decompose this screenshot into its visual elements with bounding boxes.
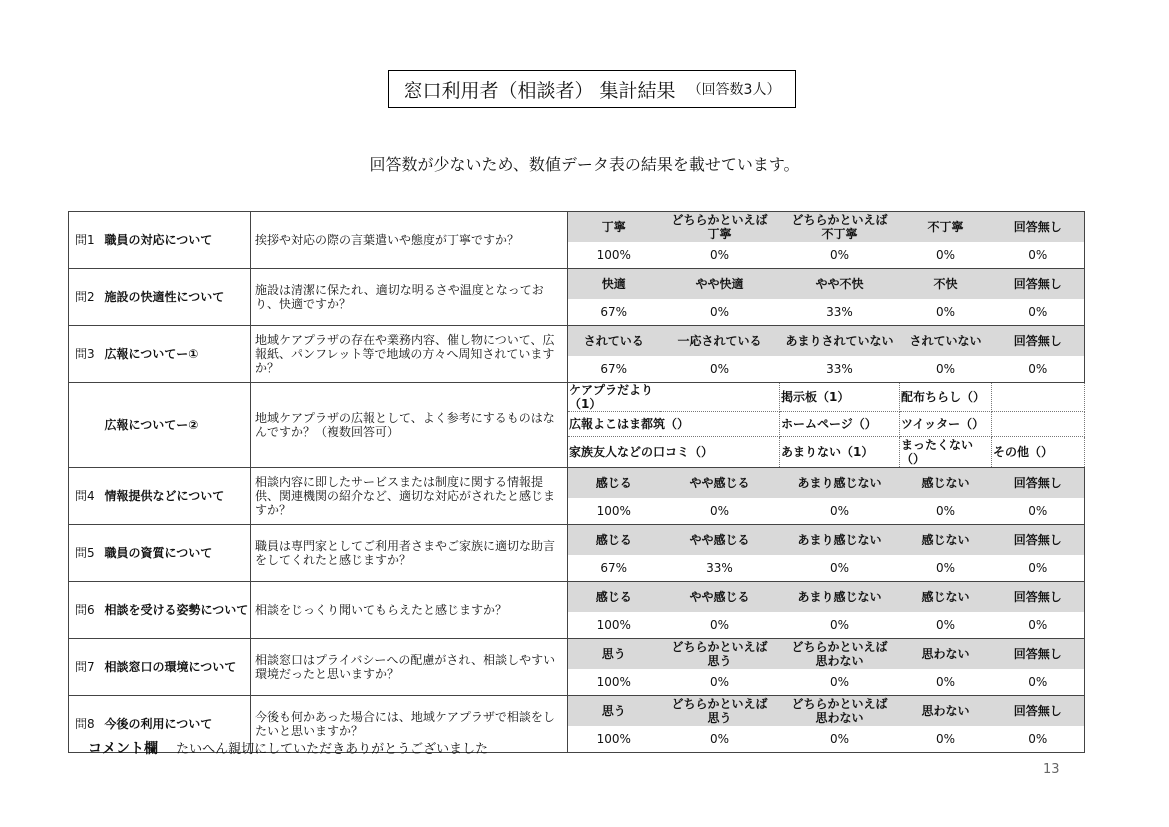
- answer-option-header: あまり感じない: [780, 525, 900, 556]
- answer-percentage: 0%: [992, 726, 1085, 753]
- source-option: 家族友人などの口コミ（）: [568, 437, 780, 468]
- question-row: [69, 582, 1085, 613]
- question-number: 問3: [69, 326, 103, 383]
- source-option: [992, 383, 1085, 412]
- answer-percentage: 0%: [900, 242, 992, 269]
- question-row: [69, 525, 1085, 556]
- source-option: ツイッター（）: [900, 412, 992, 437]
- comment-label: コメント欄: [88, 741, 158, 757]
- answer-option-header: 思わない: [900, 639, 992, 670]
- subtitle: 回答数が少ないため、数値データ表の結果を載せています。: [369, 155, 800, 174]
- answer-percentage: 0%: [992, 356, 1085, 383]
- answer-option-header: あまりされていない: [780, 326, 900, 357]
- page-number: 13: [1043, 762, 1060, 777]
- answer-option-header: 感じない: [900, 468, 992, 499]
- answer-option-header: あまり感じない: [780, 582, 900, 613]
- answer-option-header: どちらかといえば 思わない: [780, 696, 900, 727]
- answer-option-header: されている: [568, 326, 660, 357]
- source-option: ホームページ（）: [780, 412, 900, 437]
- answer-option-header: 回答無し: [992, 326, 1085, 357]
- answer-option-header: やや快適: [660, 269, 780, 300]
- source-row: [69, 383, 1085, 412]
- answer-option-header: 不丁寧: [900, 212, 992, 243]
- answer-option-header: 思う: [568, 696, 660, 727]
- answer-percentage: 0%: [900, 299, 992, 326]
- answer-option-header: 感じる: [568, 582, 660, 613]
- answer-percentage: 100%: [568, 669, 660, 696]
- question-title: 情報提供などについて: [103, 468, 251, 525]
- answer-percentage: 0%: [992, 299, 1085, 326]
- answer-percentage: 100%: [568, 242, 660, 269]
- answer-option-header: 快適: [568, 269, 660, 300]
- source-option: あまりない（1）: [780, 437, 900, 468]
- question-text: 地域ケアプラザの広報として、よく参考にするものはなんですか？（複数回答可）: [251, 383, 568, 468]
- question-row: [69, 468, 1085, 499]
- question-text: 挨拶や対応の際の言葉遣いや態度が丁寧ですか？: [251, 212, 568, 269]
- answer-percentage: 0%: [660, 726, 780, 753]
- source-option: ケアプラだより （1）: [568, 383, 780, 412]
- answer-option-header: やや感じる: [660, 582, 780, 613]
- page-title: [388, 70, 796, 108]
- question-number: 問8: [69, 696, 103, 753]
- question-row: [69, 639, 1085, 670]
- comment-text: たいへん親切にしていただきありがとうございました: [176, 742, 489, 757]
- answer-option-header: 回答無し: [992, 525, 1085, 556]
- answer-option-header: 一応されている: [660, 326, 780, 357]
- question-row: [69, 212, 1085, 243]
- title-note: （回答数3人）: [687, 82, 781, 98]
- answer-option-header: 回答無し: [992, 696, 1085, 727]
- answer-option-header: 回答無し: [992, 468, 1085, 499]
- answer-percentage: 33%: [780, 299, 900, 326]
- answer-option-header: 思わない: [900, 696, 992, 727]
- answer-option-header: 回答無し: [992, 269, 1085, 300]
- question-row: [69, 696, 1085, 727]
- answer-percentage: 0%: [660, 242, 780, 269]
- answer-option-header: 丁寧: [568, 212, 660, 243]
- answer-percentage: 67%: [568, 299, 660, 326]
- source-option: 配布ちらし（）: [900, 383, 992, 412]
- source-option: その他（）: [992, 437, 1085, 468]
- answer-percentage: 0%: [780, 555, 900, 582]
- question-text: 相談をじっくり聞いてもらえたと感じますか？: [251, 582, 568, 639]
- answer-percentage: 0%: [992, 555, 1085, 582]
- answer-option-header: あまり感じない: [780, 468, 900, 499]
- question-title: 今後の利用について: [103, 696, 251, 753]
- answer-percentage: 33%: [660, 555, 780, 582]
- question-text: 相談窓口はプライバシーへの配慮がされ、相談しやすい環境だったと思いますか？: [251, 639, 568, 696]
- answer-option-header: 回答無し: [992, 582, 1085, 613]
- question-number: 問1: [69, 212, 103, 269]
- answer-percentage: 0%: [992, 498, 1085, 525]
- question-title: 職員の対応について: [103, 212, 251, 269]
- answer-option-header: 感じない: [900, 525, 992, 556]
- comment-section: [88, 738, 488, 758]
- answer-percentage: 0%: [780, 498, 900, 525]
- answer-percentage: 0%: [660, 498, 780, 525]
- question-text: 相談内容に即したサービスまたは制度に関する情報提供、関連機関の紹介など、適切な対応がされたと感じますか？: [251, 468, 568, 525]
- answer-option-header: やや不快: [780, 269, 900, 300]
- answer-percentage: 0%: [780, 612, 900, 639]
- answer-percentage: 67%: [568, 555, 660, 582]
- title-main: 窓口利用者（相談者） 集計結果: [403, 79, 676, 102]
- question-title: 相談を受ける姿勢について: [103, 582, 251, 639]
- question-number: 問6: [69, 582, 103, 639]
- question-number: 問2: [69, 269, 103, 326]
- answer-option-header: どちらかといえば 不丁寧: [780, 212, 900, 243]
- question-title: 職員の資質について: [103, 525, 251, 582]
- answer-percentage: 0%: [900, 498, 992, 525]
- question-title: 広報についてー①: [103, 326, 251, 383]
- answer-percentage: 0%: [780, 726, 900, 753]
- answer-option-header: どちらかといえば 丁寧: [660, 212, 780, 243]
- answer-percentage: 0%: [660, 612, 780, 639]
- answer-percentage: 0%: [900, 726, 992, 753]
- answer-option-header: 感じる: [568, 468, 660, 499]
- source-option: 広報よこはま都筑（）: [568, 412, 780, 437]
- answer-option-header: どちらかといえば 思う: [660, 639, 780, 670]
- answer-option-header: 思う: [568, 639, 660, 670]
- source-option: 掲示板（1）: [780, 383, 900, 412]
- source-option: まったくない （）: [900, 437, 992, 468]
- answer-option-header: 回答無し: [992, 212, 1085, 243]
- question-title: 広報についてー②: [103, 383, 251, 468]
- question-title: 相談窓口の環境について: [103, 639, 251, 696]
- answer-percentage: 100%: [568, 498, 660, 525]
- question-number: 問7: [69, 639, 103, 696]
- question-number: [69, 383, 103, 468]
- answer-option-header: やや感じる: [660, 525, 780, 556]
- source-option: [992, 412, 1085, 437]
- answer-option-header: どちらかといえば 思う: [660, 696, 780, 727]
- answer-percentage: 0%: [992, 669, 1085, 696]
- question-number: 問5: [69, 525, 103, 582]
- answer-percentage: 0%: [900, 356, 992, 383]
- question-row: [69, 326, 1085, 357]
- answer-option-header: どちらかといえば 思わない: [780, 639, 900, 670]
- answer-percentage: 0%: [780, 669, 900, 696]
- answer-option-header: 回答無し: [992, 639, 1085, 670]
- question-text: 職員は専門家としてご利用者さまやご家族に適切な助言をしてくれたと感じますか？: [251, 525, 568, 582]
- question-text: 施設は清潔に保たれ、適切な明るさや温度となっており、快適ですか？: [251, 269, 568, 326]
- question-text: 今後も何かあった場合には、地域ケアプラザで相談をしたいと思いますか？: [251, 696, 568, 753]
- answer-percentage: 0%: [900, 612, 992, 639]
- answer-percentage: 0%: [660, 669, 780, 696]
- survey-table: [68, 211, 1085, 753]
- answer-percentage: 0%: [660, 356, 780, 383]
- question-row: [69, 269, 1085, 300]
- answer-percentage: 100%: [568, 612, 660, 639]
- answer-option-header: 不快: [900, 269, 992, 300]
- answer-option-header: 感じる: [568, 525, 660, 556]
- question-text: 地域ケアプラザの存在や業務内容、催し物について、広報紙、パンフレット等で地域の方々へ周知されていますか？: [251, 326, 568, 383]
- answer-percentage: 0%: [992, 242, 1085, 269]
- answer-percentage: 0%: [900, 669, 992, 696]
- answer-option-header: 感じない: [900, 582, 992, 613]
- answer-option-header: やや感じる: [660, 468, 780, 499]
- answer-percentage: 33%: [780, 356, 900, 383]
- answer-option-header: されていない: [900, 326, 992, 357]
- answer-percentage: 67%: [568, 356, 660, 383]
- answer-percentage: 100%: [568, 726, 660, 753]
- answer-percentage: 0%: [780, 242, 900, 269]
- question-number: 問4: [69, 468, 103, 525]
- answer-percentage: 0%: [660, 299, 780, 326]
- answer-percentage: 0%: [900, 555, 992, 582]
- question-title: 施設の快適性について: [103, 269, 251, 326]
- answer-percentage: 0%: [992, 612, 1085, 639]
